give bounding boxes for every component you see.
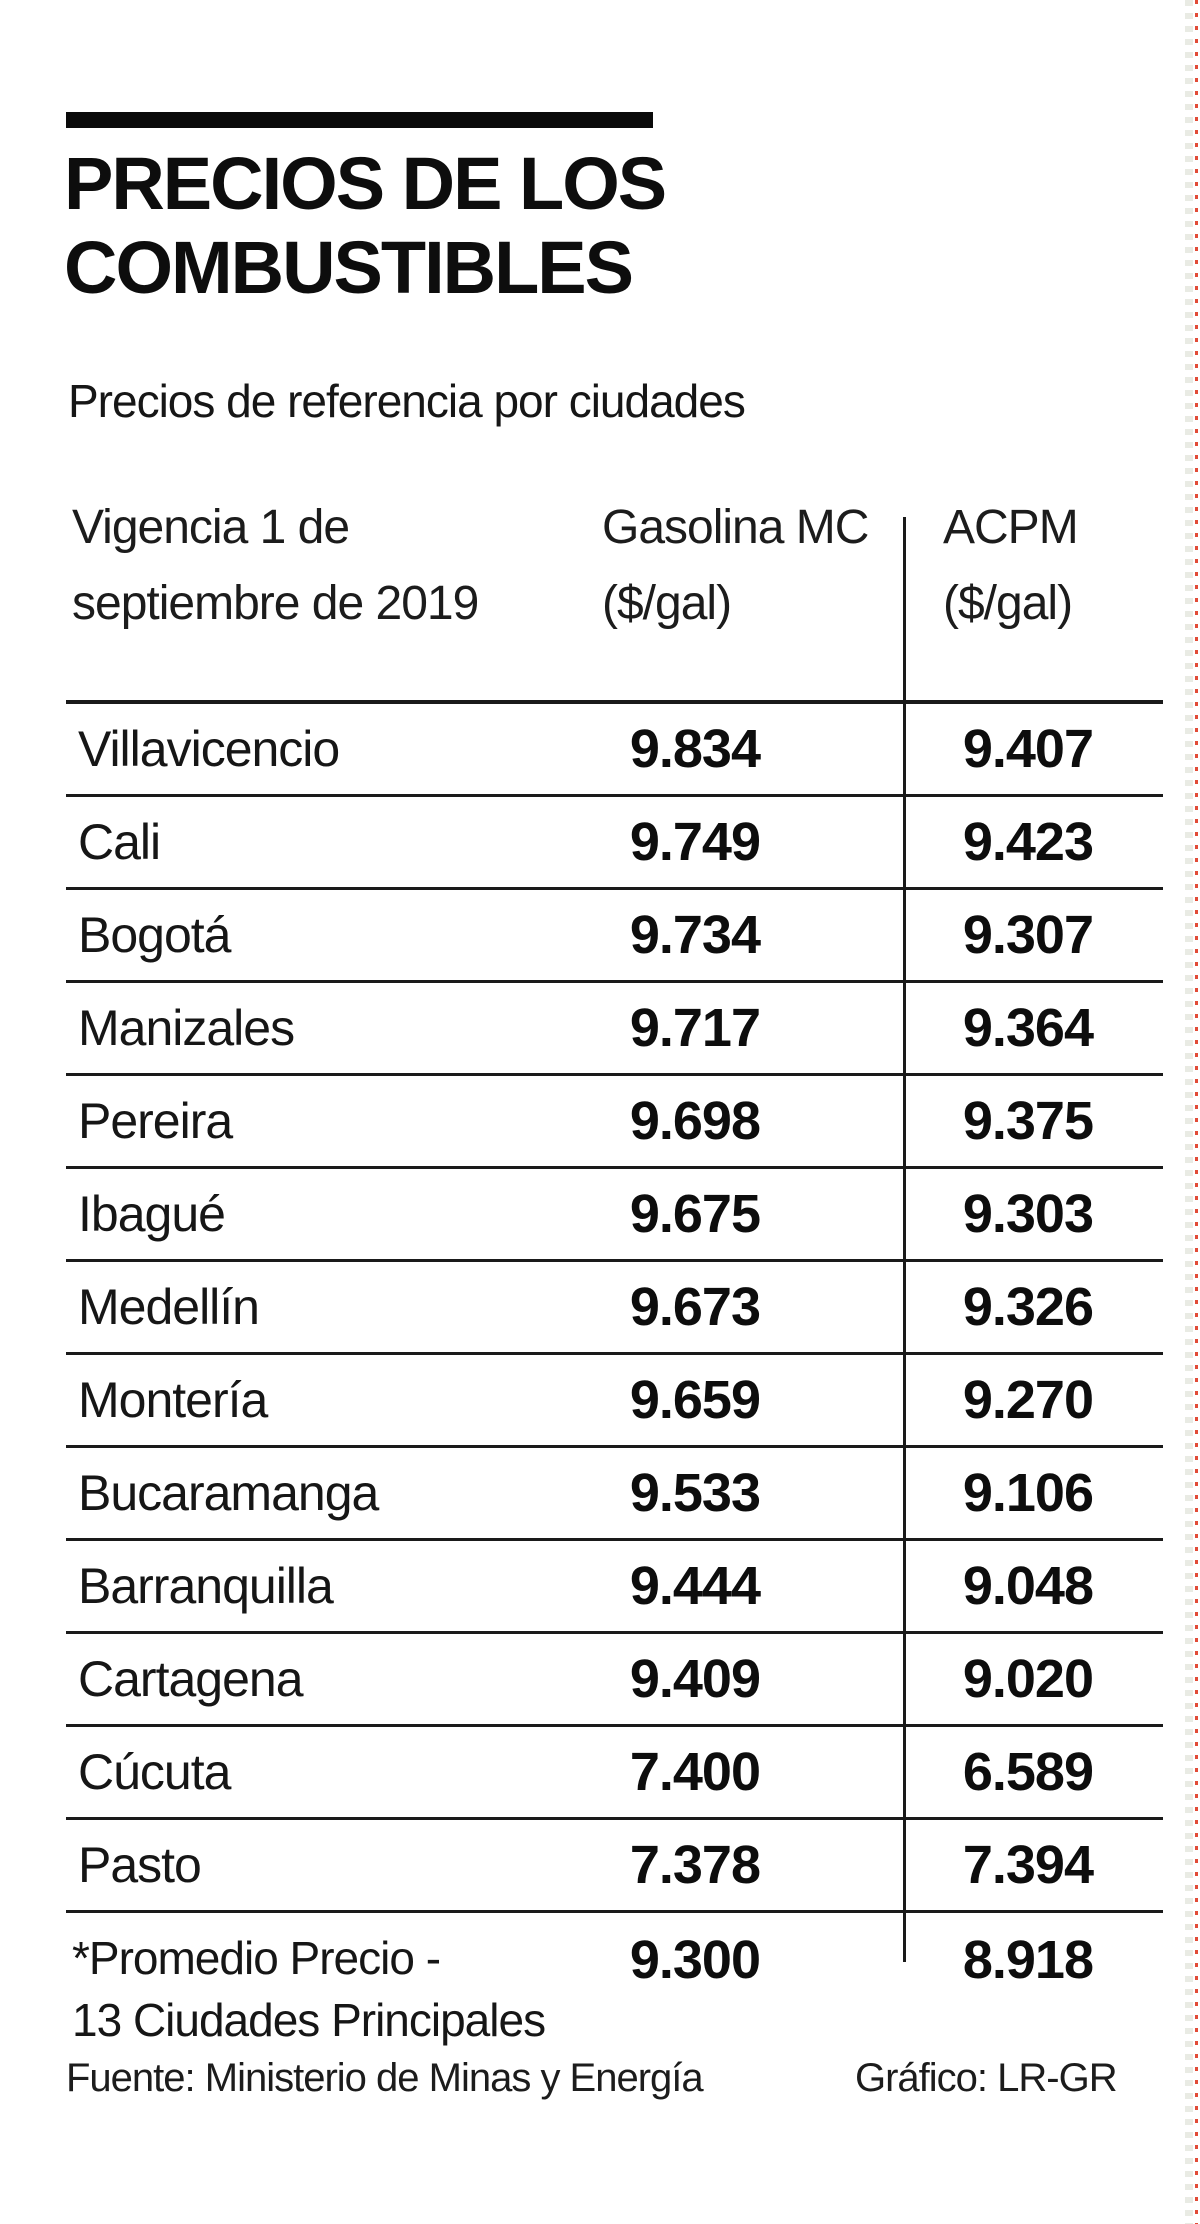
header-vigencia-line2: septiembre de 2019 (72, 577, 479, 630)
summary-row (66, 1913, 1163, 2073)
city-cell: Medellín (78, 1279, 259, 1335)
city-cell: Villavicencio (78, 721, 340, 777)
table-row (66, 1076, 1163, 1169)
table-row (66, 1169, 1163, 1262)
table-row (66, 890, 1163, 983)
page-title-line2: COMBUSTIBLES (64, 226, 632, 309)
acpm-value: 9.307 (962, 905, 1093, 965)
header-acpm-line1: ACPM (943, 501, 1078, 554)
city-cell: Bogotá (78, 907, 231, 963)
acpm-value: 9.423 (962, 812, 1093, 872)
acpm-value: 9.270 (962, 1370, 1093, 1430)
acpm-value: 9.375 (962, 1091, 1093, 1151)
city-cell: Bucaramanga (78, 1465, 379, 1521)
gasolina-value: 9.675 (629, 1184, 760, 1244)
acpm-value: 6.589 (962, 1742, 1093, 1802)
city-cell: Cúcuta (78, 1744, 231, 1800)
credit-note: Gráfico: LR-GR (855, 2056, 1117, 2100)
table-row (66, 1727, 1163, 1820)
table-row (66, 1820, 1163, 1913)
header-acpm (943, 490, 1078, 642)
summary-label (66, 1913, 560, 2051)
gasolina-value: 9.749 (629, 812, 760, 872)
table-row (66, 1355, 1163, 1448)
table-row (66, 797, 1163, 890)
acpm-value: 9.326 (962, 1277, 1093, 1337)
title-accent-bar (66, 112, 653, 128)
table-row (66, 1262, 1163, 1355)
gasolina-value: 9.533 (629, 1463, 760, 1523)
gasolina-value: 7.378 (629, 1835, 760, 1895)
table-row (66, 1448, 1163, 1541)
page-title (64, 142, 665, 310)
table-row (66, 1541, 1163, 1634)
acpm-value: 7.394 (962, 1835, 1093, 1895)
city-cell: Cartagena (78, 1651, 303, 1707)
table-row (66, 1634, 1163, 1727)
acpm-value: 9.407 (962, 719, 1093, 779)
gasolina-value: 7.400 (629, 1742, 760, 1802)
gasolina-value: 9.698 (629, 1091, 760, 1151)
perforation-marks (1195, 0, 1198, 2224)
summary-label-line1: *Promedio Precio - (72, 1932, 441, 1984)
acpm-value: 9.303 (962, 1184, 1093, 1244)
source-note: Fuente: Ministerio de Minas y Energía (66, 2056, 703, 2100)
summary-acpm-value: 8.918 (962, 1930, 1093, 1990)
gasolina-value: 9.734 (629, 905, 760, 965)
header-gasolina-line1: Gasolina MC (602, 501, 869, 554)
table-header-row (66, 470, 1163, 704)
gasolina-value: 9.834 (629, 719, 760, 779)
city-cell: Manizales (78, 1000, 295, 1056)
column-divider-rule (903, 517, 906, 1962)
acpm-value: 9.106 (962, 1463, 1093, 1523)
summary-gasolina-value: 9.300 (629, 1930, 760, 1990)
city-cell: Montería (78, 1372, 268, 1428)
header-gasolina-line2: ($/gal) (602, 577, 732, 630)
table-row (66, 704, 1163, 797)
summary-label-line2: 13 Ciudades Principales (72, 1994, 546, 2046)
gasolina-value: 9.409 (629, 1649, 760, 1709)
perforation-gray-marks (1185, 0, 1193, 2224)
header-acpm-line2: ($/gal) (943, 577, 1073, 630)
page-subtitle: Precios de referencia por ciudades (68, 375, 745, 427)
city-cell: Pasto (78, 1837, 201, 1893)
table-row (66, 983, 1163, 1076)
fuel-price-table (66, 470, 1163, 2073)
acpm-value: 9.048 (962, 1556, 1093, 1616)
city-cell: Cali (78, 814, 161, 870)
page-title-line1: PRECIOS DE LOS (64, 142, 666, 225)
acpm-value: 9.020 (962, 1649, 1093, 1709)
acpm-value: 9.364 (962, 998, 1093, 1058)
gasolina-value: 9.673 (629, 1277, 760, 1337)
city-cell: Pereira (78, 1093, 233, 1149)
city-cell: Barranquilla (78, 1558, 333, 1614)
gasolina-value: 9.444 (629, 1556, 760, 1616)
header-vigencia-line1: Vigencia 1 de (72, 501, 350, 554)
header-gasolina (602, 490, 868, 642)
gasolina-value: 9.717 (629, 998, 760, 1058)
gasolina-value: 9.659 (629, 1370, 760, 1430)
city-cell: Ibagué (78, 1186, 225, 1242)
header-vigencia (72, 490, 478, 642)
